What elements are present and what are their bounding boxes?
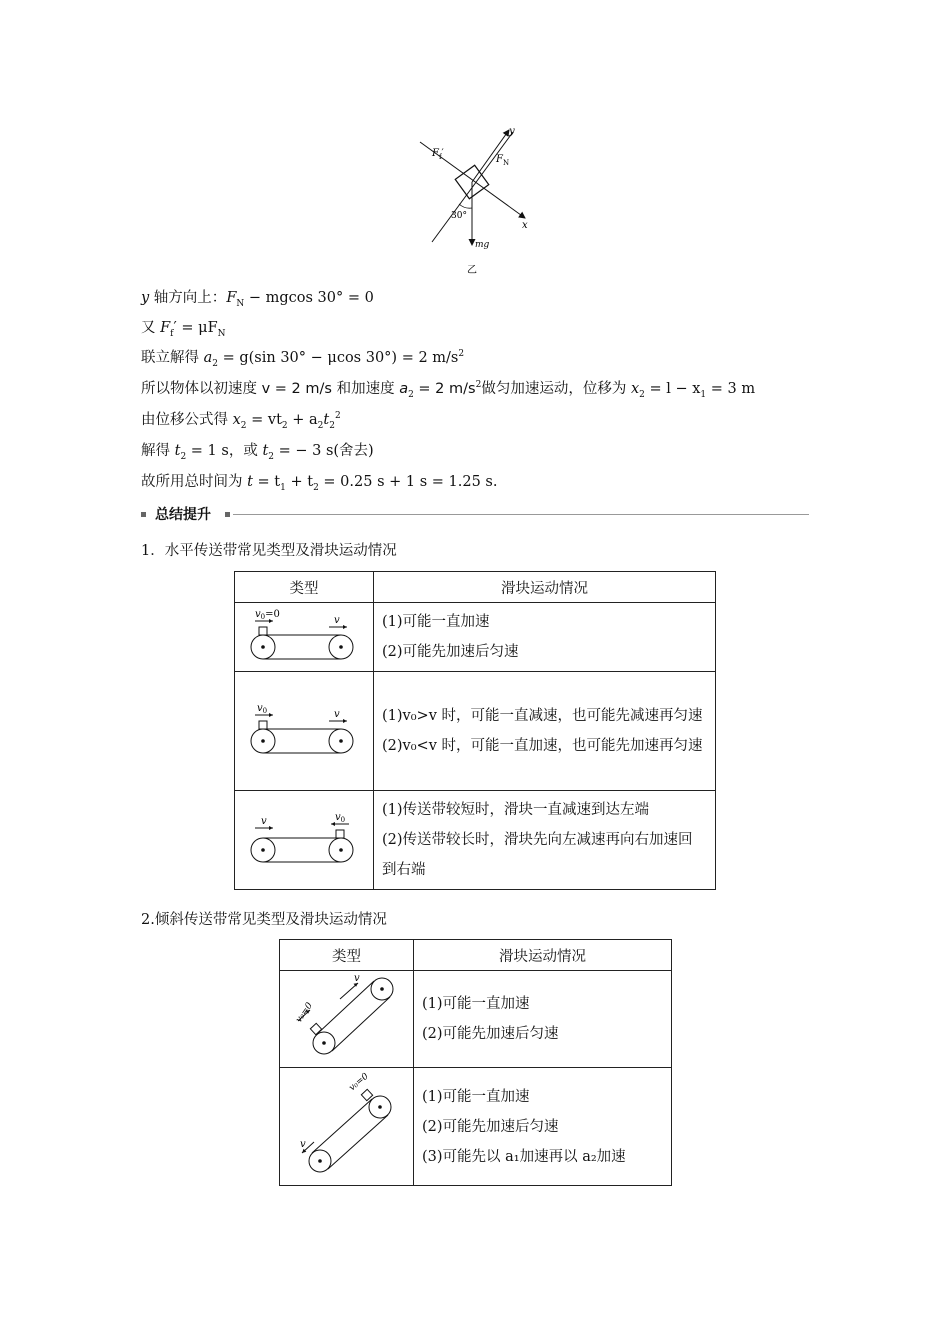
svg-text:v0: $v_0$ (257, 703, 268, 715)
motion-cell (374, 791, 716, 890)
motion-line: (3)可能先以 a₁加速再以 a₂加速 (422, 1148, 626, 1165)
label-y: y (509, 126, 515, 137)
horizontal-belt-2 (235, 697, 365, 761)
svg-text:v0=0: $v_0=0$ (255, 609, 280, 621)
svg-text:v: v (300, 1138, 306, 1150)
figure-caption: 乙 (467, 265, 477, 276)
belt-diagram-cell (235, 791, 374, 890)
inclined-table (279, 939, 672, 1186)
belt-diagram-cell (235, 672, 374, 791)
col-header-type: 类型 (235, 572, 374, 603)
section-2-title: 2.倾斜传送带常见类型及滑块运动情况 (141, 912, 387, 928)
svg-text:v: v (261, 816, 267, 827)
solution-line-4: 所以物体以初速度 v = 2 m/s 和加速度 $a_2 = 2$ $m/s^2$做匀加速运动，位移为 $x_2 = l - x_1 = 3$ m (141, 380, 756, 400)
motion-cell (414, 971, 672, 1068)
horizontal-belt-3 (235, 806, 365, 870)
heading-rule (233, 514, 809, 515)
belt-diagram-cell (280, 971, 414, 1068)
motion-line: (2)传送带较长时，滑块先向左减速再向右加速回到右端 (382, 832, 693, 878)
inclined-belt-up (280, 971, 410, 1063)
motion-line: (1)v₀>v 时，可能一直减速，也可能先减速再匀速 (382, 708, 703, 724)
motion-line: (1)传送带较短时，滑块一直减速到达左端 (382, 802, 650, 818)
svg-text:v0: $v_0$ (335, 812, 346, 824)
col-header-motion: 滑块运动情况 (374, 572, 716, 603)
motion-line: (1)可能一直加速 (422, 1088, 530, 1105)
motion-cell (374, 672, 716, 791)
label-x: x (522, 220, 528, 231)
col-header-motion: 滑块运动情况 (414, 940, 672, 971)
motion-cell (374, 603, 716, 672)
angle-arc (459, 204, 472, 208)
label-fn: $F_N$ (496, 154, 510, 167)
svg-text:v: v (334, 615, 340, 626)
bullet-square (141, 512, 146, 517)
svg-text:v₀=0: v₀=0 (294, 1000, 316, 1025)
belt-diagram-cell (280, 1068, 414, 1186)
solution-line-1: y 轴方向上：$F_N - mgcos$ 30° = 0 (141, 290, 374, 309)
solution-line-7: 故所用总时间为 $t = t_1 + t_2 = 0.25$ s + 1 s = 1.25 s. (141, 474, 498, 493)
solution-line-3: 联立解得 $a_2 = g(\sin$ 30° − μcos 30°) = 2 $m/s^2$ (141, 349, 465, 369)
motion-cell (414, 1068, 672, 1186)
svg-text:v₀=0: v₀=0 (347, 1071, 371, 1093)
summary-heading (141, 505, 809, 525)
section-1-title: 1．水平传送带常见类型及滑块运动情况 (141, 543, 397, 559)
motion-line: (2)v₀<v 时，可能一直加速，也可能先加速再匀速 (382, 738, 703, 754)
belt-diagram-cell (235, 603, 374, 672)
label-angle: 30° (451, 211, 467, 221)
motion-line: (2)可能先加速后匀速 (422, 1118, 559, 1135)
solution-line-6: 解得 $t_2 = 1$ s，或 $t_2$ = − 3 s(舍去) (141, 443, 374, 462)
motion-line: (2)可能先加速后匀速 (382, 644, 519, 660)
horizontal-table (234, 571, 716, 890)
svg-text:v: v (334, 709, 340, 720)
y-axis (472, 130, 509, 182)
force-diagram (415, 120, 535, 280)
bullet-square (225, 512, 230, 517)
label-ff: $F_f'$ (432, 148, 444, 161)
solution-line-2: 又 $F_f' = \mu F_N$ (141, 320, 226, 339)
motion-line: (2)可能先加速后匀速 (422, 1026, 559, 1042)
horizontal-belt-1 (235, 603, 365, 667)
summary-heading-text: 总结提升 (155, 507, 211, 523)
label-mg: mg (475, 240, 490, 250)
solution-line-5: 由位移公式得 $x_2 = vt_2 + a_2t_2^2$ (141, 411, 341, 431)
motion-line: (1)可能一直加速 (422, 996, 530, 1012)
col-header-type: 类型 (280, 940, 414, 971)
motion-line: (1)可能一直加速 (382, 614, 490, 630)
inclined-belt-down (280, 1069, 410, 1181)
svg-text:v: v (354, 973, 360, 984)
